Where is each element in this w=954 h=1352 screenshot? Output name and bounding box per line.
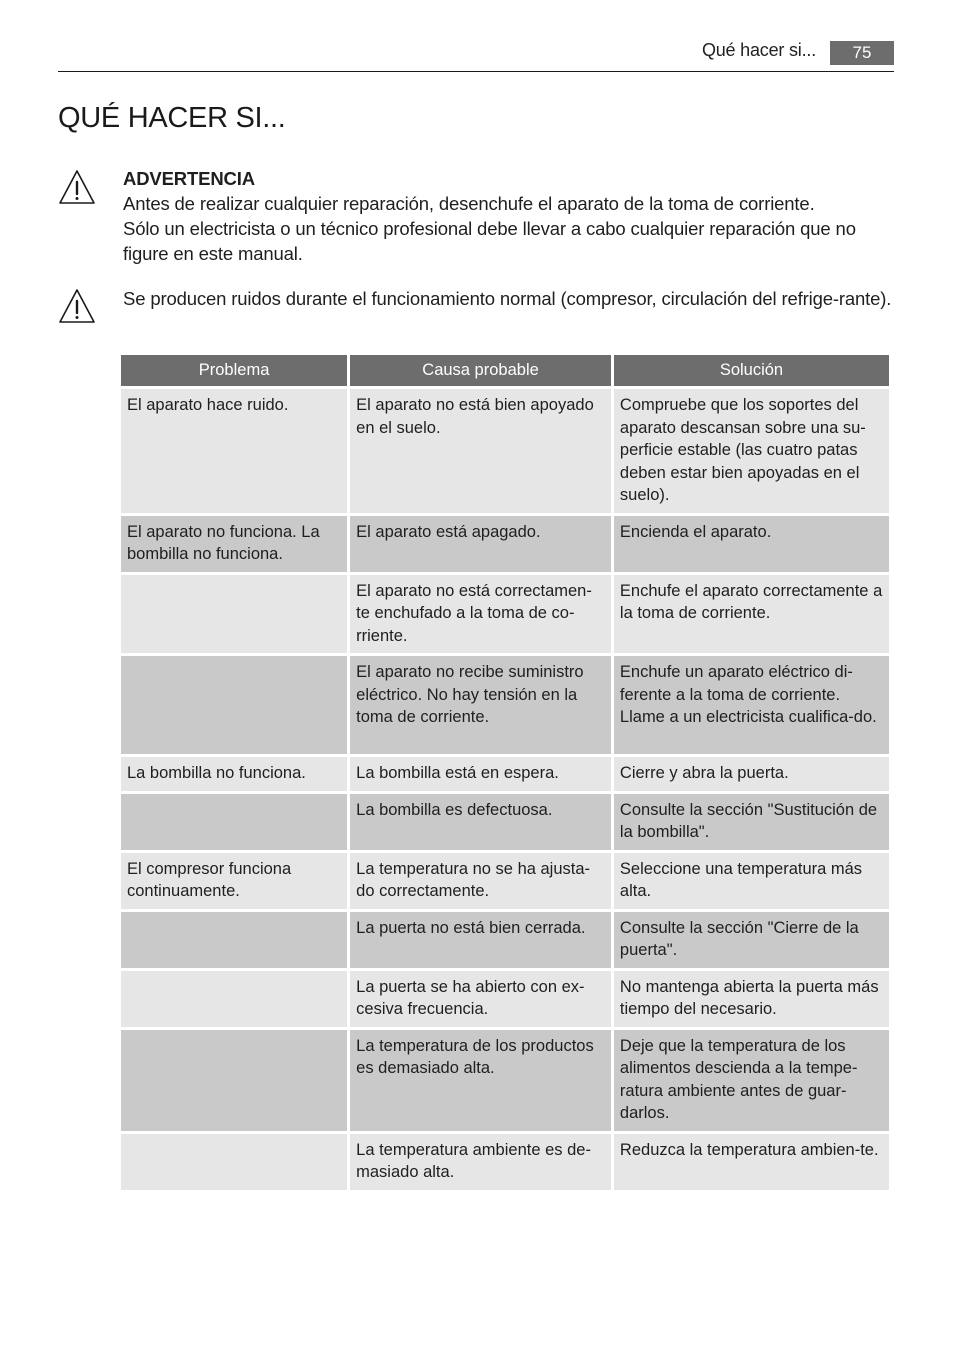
solution-cell: Deje que la temperatura de los alimentos descienda a la tempe-ratura ambiente antes de guar-darlos. — [614, 1030, 889, 1131]
cause-cell: El aparato no recibe suministro eléctrico. No hay tensión en la toma de corriente. — [350, 656, 611, 754]
table-row — [121, 389, 889, 513]
solution-cell: Encienda el aparato. — [614, 516, 889, 572]
table-row — [121, 1030, 889, 1131]
problem-cell: La bombilla no funciona. — [121, 757, 347, 791]
solution-cell: Consulte la sección "Cierre de la puerta". — [614, 912, 889, 968]
table-header-row — [121, 355, 889, 386]
table-row — [121, 656, 889, 754]
warning-text: Antes de realizar cualquier reparación, desenchufe el aparato de la toma de corriente. — [123, 193, 815, 214]
solution-cell: Compruebe que los soportes del aparato descansan sobre una su-perficie estable (las cuatro patas deben estar bien apoyadas en el suelo). — [614, 389, 889, 513]
table-row — [121, 757, 889, 791]
warning-text: Sólo un electricista o un técnico profesional debe llevar a cabo cualquier reparación que no figure en este manual. — [123, 218, 856, 264]
table-row — [121, 971, 889, 1027]
cause-cell: El aparato no está bien apoyado en el suelo. — [350, 389, 611, 513]
section-title: Qué hacer si... — [701, 40, 816, 60]
cause-cell: La bombilla es defectuosa. — [350, 794, 611, 850]
problem-cell — [121, 1134, 347, 1190]
noise-note — [123, 286, 898, 311]
warning-triangle-icon — [58, 169, 96, 205]
table-row — [121, 912, 889, 968]
solution-cell: No mantenga abierta la puerta más tiempo del necesario. — [614, 971, 889, 1027]
problem-cell: El aparato hace ruido. — [121, 389, 347, 513]
problem-cell: El aparato no funciona. La bombilla no funciona. — [121, 516, 347, 572]
table-row — [121, 1134, 889, 1190]
header-problem: Problema — [121, 355, 347, 386]
note-text: Se producen ruidos durante el funcionamiento normal (compresor, circulación del refrige-rante). — [123, 288, 892, 309]
warning-heading: ADVERTENCIA — [123, 168, 255, 189]
table-row — [121, 853, 889, 909]
problem-cell — [121, 1030, 347, 1131]
page-title: QUÉ HACER SI... — [58, 102, 286, 134]
header-cause: Causa probable — [350, 355, 611, 386]
solution-cell: Consulte la sección "Sustitución de la bombilla". — [614, 794, 889, 850]
cause-cell: El aparato no está correctamen-te enchufado a la toma de co-rriente. — [350, 575, 611, 654]
problem-cell: El compresor funciona continuamente. — [121, 853, 347, 909]
cause-cell: La bombilla está en espera. — [350, 757, 611, 791]
table-row — [121, 794, 889, 850]
cause-cell: El aparato está apagado. — [350, 516, 611, 572]
table-row — [121, 516, 889, 572]
solution-cell: Seleccione una temperatura más alta. — [614, 853, 889, 909]
problem-cell — [121, 575, 347, 654]
warning-triangle-icon — [58, 288, 96, 324]
table-row — [121, 575, 889, 654]
solution-cell: Cierre y abra la puerta. — [614, 757, 889, 791]
cause-cell: La puerta se ha abierto con ex-cesiva frecuencia. — [350, 971, 611, 1027]
solution-cell: Reduzca la temperatura ambien-te. — [614, 1134, 889, 1190]
page-number: 75 — [830, 41, 894, 65]
problem-cell — [121, 971, 347, 1027]
cause-cell: La temperatura no se ha ajusta-do correctamente. — [350, 853, 611, 909]
troubleshooting-table — [118, 352, 892, 1193]
header-solution: Solución — [614, 355, 889, 386]
solution-cell: Enchufe un aparato eléctrico di-ferente a la toma de corriente. Llame a un electricista cualifica-do. — [614, 656, 889, 754]
cause-cell: La temperatura de los productos es demasiado alta. — [350, 1030, 611, 1131]
problem-cell — [121, 912, 347, 968]
problem-cell — [121, 794, 347, 850]
solution-cell: Enchufe el aparato correctamente a la toma de corriente. — [614, 575, 889, 654]
cause-cell: La puerta no está bien cerrada. — [350, 912, 611, 968]
page-header — [58, 38, 894, 72]
cause-cell: La temperatura ambiente es de-masiado alta. — [350, 1134, 611, 1190]
warning-block — [123, 166, 898, 266]
problem-cell — [121, 656, 347, 754]
